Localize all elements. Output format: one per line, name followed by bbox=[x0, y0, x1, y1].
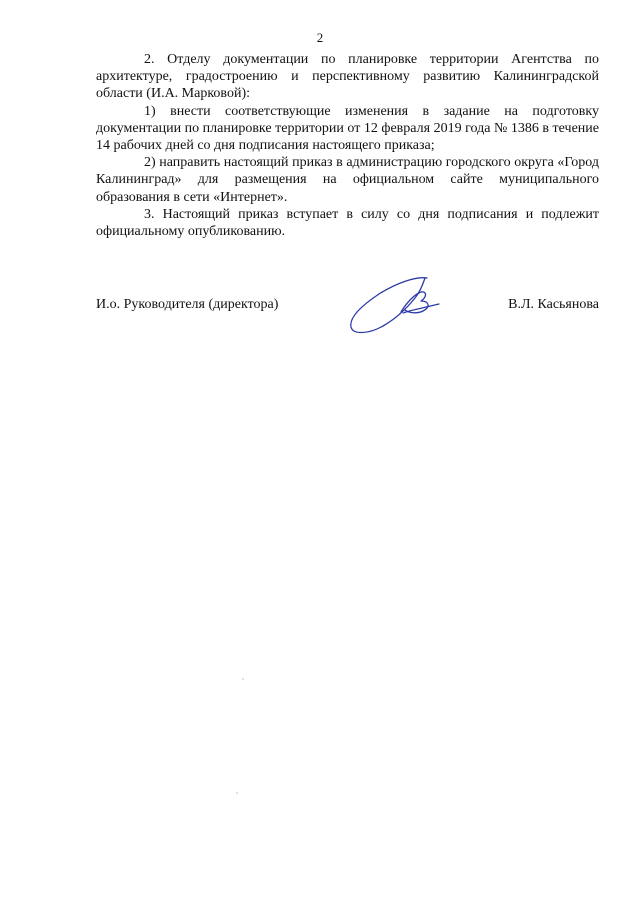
handwritten-signature bbox=[345, 270, 445, 338]
signatory-name: В.Л. Касьянова bbox=[508, 297, 599, 312]
signatory-position: И.о. Руководителя (директора) bbox=[96, 297, 279, 312]
paragraph-item-2: 2. Отделу документации по планировке территории Агентства по архитектуре, градостроению и перспективному развитию Калининградской области (И.А. Марковой): bbox=[96, 52, 599, 102]
signature-loop-stroke bbox=[351, 278, 427, 333]
paragraph-item-3: 3. Настоящий приказ вступает в силу со дня подписания и подлежит официальному опубликованию. bbox=[96, 206, 599, 240]
page-number: 2 bbox=[316, 30, 324, 45]
paragraph-subitem-2: 2) направить настоящий приказ в администрацию городского округа «Город Калининград» для размещения на официальном сайте муниципального образования в сети «Интернет». bbox=[96, 155, 599, 205]
scan-artifact bbox=[236, 792, 238, 794]
paragraph-subitem-1: 1) внести соответствующие изменения в задание на подготовку документации по планировке территории от 12 февраля 2019 года № 1386 в течение 14 рабочих дней со дня подписания настоящего приказа; bbox=[96, 103, 599, 154]
scan-artifact bbox=[242, 678, 244, 680]
document-body bbox=[96, 51, 599, 240]
